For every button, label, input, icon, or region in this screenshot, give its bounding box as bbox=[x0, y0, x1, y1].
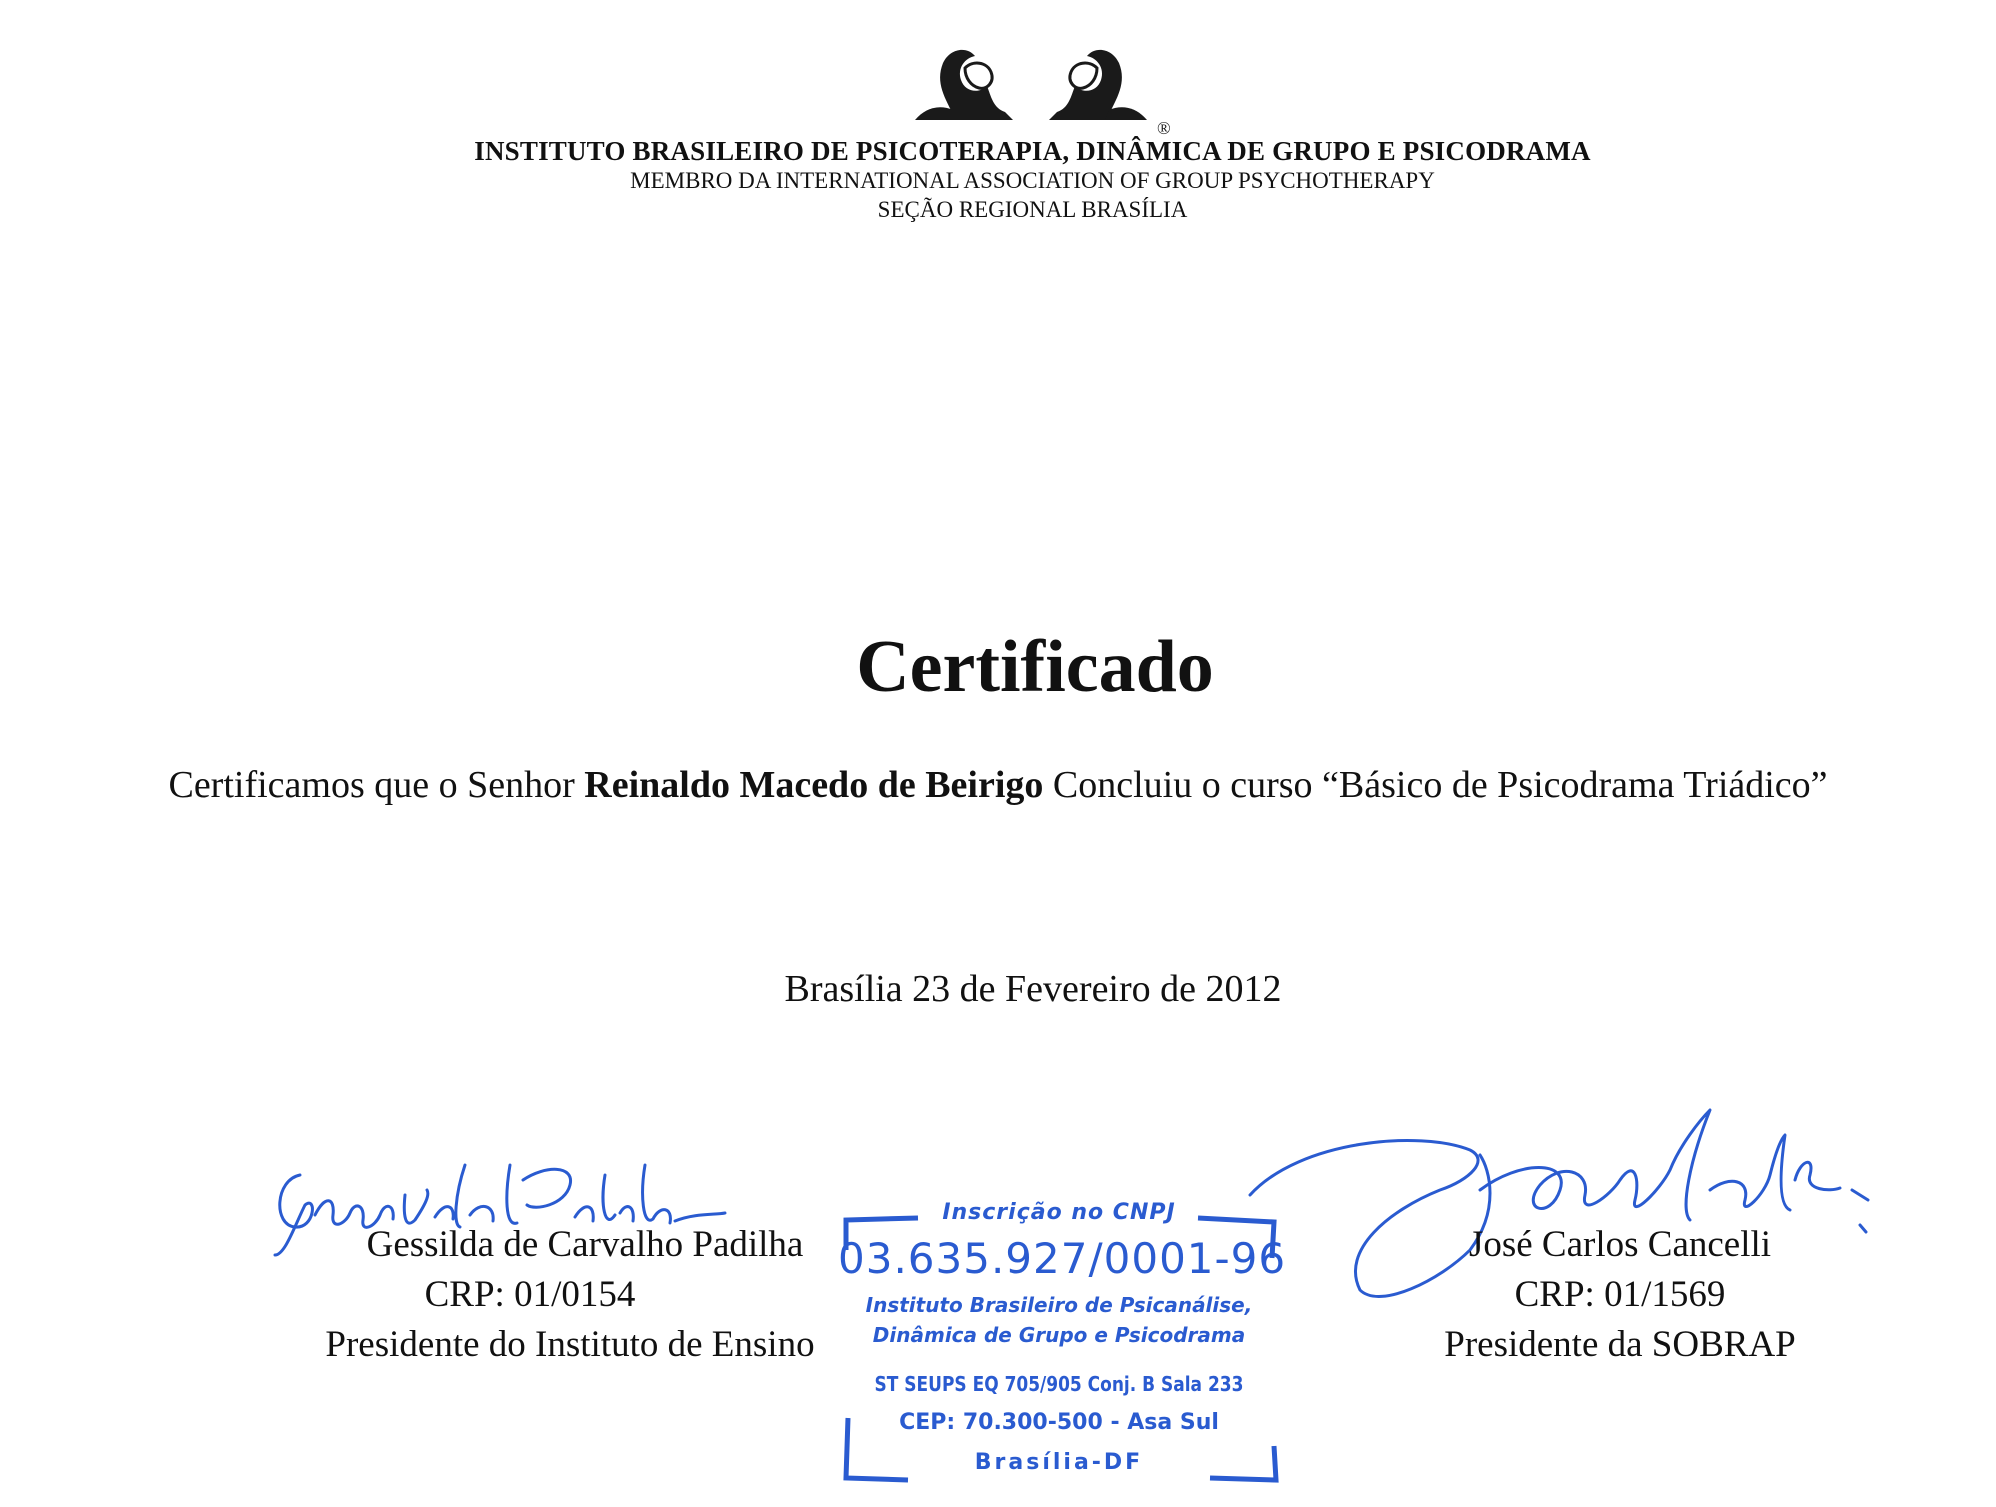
statement-suffix: Concluiu o curso “Básico de Psicodrama Triádico” bbox=[1043, 764, 1828, 806]
stamp-address: ST SEUPS EQ 705/905 Conj. B Sala 233 bbox=[874, 1372, 1244, 1396]
signatory-right-name: José Carlos Cancelli bbox=[1468, 1224, 1772, 1265]
signatory-left-crp: CRP: 01/0154 bbox=[424, 1274, 636, 1315]
signatory-left-name: Gessilda de Carvalho Padilha bbox=[366, 1224, 804, 1265]
signatory-left bbox=[240, 1220, 860, 1370]
statement-prefix: Certificamos que o Senhor bbox=[168, 764, 585, 806]
stamp-cnpj-label: Inscrição no CNPJ bbox=[942, 1200, 1176, 1225]
stamp-cep: CEP: 70.300-500 - Asa Sul bbox=[899, 1410, 1219, 1435]
stamp-institution-line2: Dinâmica de Grupo e Psicodrama bbox=[872, 1323, 1246, 1347]
sphinx-left-icon bbox=[915, 50, 1013, 120]
institute-name: INSTITUTO BRASILEIRO DE PSICOTERAPIA, DINÂMICA DE GRUPO E PSICODRAMA bbox=[474, 136, 1591, 166]
institute-logo bbox=[895, 38, 1175, 138]
signatory-left-role: Presidente do Instituto de Ensino bbox=[325, 1324, 815, 1365]
stamp-city: Brasília-DF bbox=[974, 1450, 1144, 1475]
issue-date: Brasília 23 de Fevereiro de 2012 bbox=[784, 968, 1282, 1010]
regional-section: SEÇÃO REGIONAL BRASÍLIA bbox=[877, 197, 1188, 222]
signatory-right-role: Presidente da SOBRAP bbox=[1444, 1324, 1796, 1365]
certificate-statement bbox=[0, 763, 1996, 807]
registered-mark: ® bbox=[1157, 118, 1171, 138]
cnpj-stamp bbox=[838, 1198, 1287, 1488]
membership-line: MEMBRO DA INTERNATIONAL ASSOCIATION OF GROUP PSYCHOTHERAPY bbox=[630, 168, 1435, 193]
signatory-right-crp: CRP: 01/1569 bbox=[1514, 1274, 1726, 1315]
stamp-institution-line1: Instituto Brasileiro de Psicanálise, bbox=[865, 1293, 1253, 1317]
stamp-cnpj-number: 03.635.927/0001-96 bbox=[838, 1234, 1287, 1283]
certificate-title: Certificado bbox=[856, 626, 1214, 708]
recipient-name: Reinaldo Macedo de Beirigo bbox=[584, 764, 1044, 806]
sphinx-right-icon bbox=[1049, 50, 1147, 120]
signatory-right bbox=[1380, 1220, 1860, 1370]
